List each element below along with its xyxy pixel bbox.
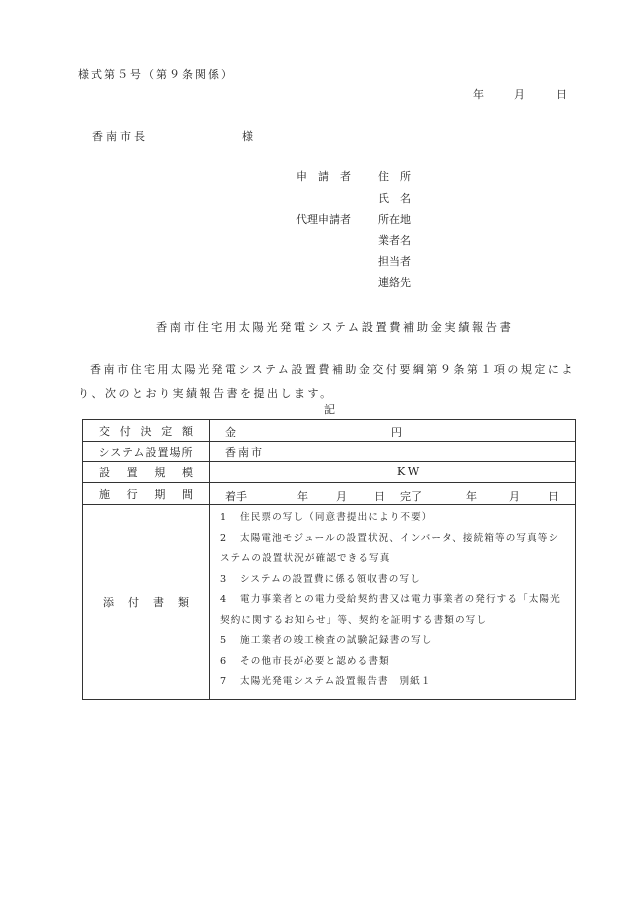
- list-item: [210, 652, 575, 673]
- table-row-period: [83, 483, 576, 505]
- scale-label-char: 規: [154, 466, 166, 479]
- amount-label-char: 額: [182, 424, 193, 438]
- date-line: [473, 86, 484, 102]
- attachments-cell: [210, 505, 576, 700]
- scale-cell[interactable]: [210, 462, 576, 483]
- applicant-label: 申 請 者: [296, 170, 351, 183]
- list-item-number: 6: [220, 655, 227, 667]
- amount-label-char: 付: [119, 424, 131, 438]
- period-label-char: 期: [154, 487, 166, 501]
- table-row-scale: [83, 462, 576, 483]
- amount-label-char: 交: [99, 424, 110, 438]
- list-item-number: 7: [220, 676, 227, 687]
- agent-person-label: 担当者: [378, 255, 411, 268]
- period-start-day: 日: [374, 489, 385, 503]
- agent-company-row: [296, 232, 411, 247]
- scale-label-char: 設: [99, 466, 110, 479]
- list-item-number: 5: [220, 635, 227, 646]
- agent-company-label: 業者名: [378, 234, 411, 247]
- row-label-cell: [83, 483, 210, 505]
- row-label-cell: [83, 442, 210, 462]
- list-item: [210, 529, 575, 550]
- scale-unit: KW: [397, 465, 423, 478]
- period-start-year: 年: [297, 489, 308, 503]
- agent-location-label: 所在地: [378, 213, 411, 226]
- body-paragraph: 香南市住宅用太陽光発電システム設置費補助金交付要綱第９条第１項の規定により、次のとおり実績報告書を提出します。: [78, 363, 575, 400]
- scale-label-char: 置: [126, 466, 138, 479]
- date-year-label: 年: [473, 88, 484, 101]
- period-label: [83, 486, 209, 502]
- location-cell[interactable]: [210, 442, 576, 462]
- applicant-name-label: 氏 名: [378, 192, 411, 205]
- attachments-label: [83, 594, 209, 610]
- date-day: 日: [556, 88, 567, 101]
- date-month: 月: [514, 88, 525, 101]
- period-label-char: 行: [126, 487, 138, 501]
- period-start-label: 着手: [225, 489, 247, 503]
- agent-contact-label: 連絡先: [378, 276, 411, 289]
- list-item-number: 4: [220, 594, 227, 605]
- period-end-day: 日: [548, 489, 559, 503]
- period-label-char: 施: [99, 487, 110, 501]
- list-item-continuation: ステムの設置状況が確認できる写真: [220, 553, 391, 564]
- list-item: [210, 590, 575, 611]
- agent-location-row: [296, 211, 411, 227]
- list-item-text: 電力事業者との電力受給契約書又は電力事業者の発行する「太陽光: [240, 594, 561, 605]
- list-item: [210, 508, 575, 529]
- amount-label: [83, 423, 209, 439]
- list-item-text: 太陽電池モジュールの設置状況、インバータ、接続箱等の写真等シ: [240, 532, 560, 544]
- amount-label-char: 決: [140, 424, 152, 438]
- period-end-month: 月: [509, 489, 520, 503]
- body-text: [78, 358, 578, 406]
- row-label-cell: [83, 462, 210, 483]
- attachments-label-char: 添: [103, 595, 114, 609]
- period-end-label: 完了: [400, 489, 422, 503]
- list-item-text: システムの設置費に係る領収書の写し: [240, 573, 421, 585]
- recipient-honorific: 様: [242, 130, 253, 143]
- period-cell[interactable]: [210, 483, 576, 505]
- amount-unit: 円: [391, 426, 402, 439]
- scale-label-char: 模: [181, 466, 193, 479]
- amount-cell[interactable]: [210, 420, 576, 442]
- agent-contact-row: [296, 274, 411, 289]
- document-title: 香南市住宅用太陽光発電システム設置費補助金実績報告書: [156, 321, 514, 334]
- list-item-text: 住民票の写し（同意書提出により不要）: [240, 512, 433, 523]
- period-start-month: 月: [336, 489, 347, 503]
- recipient-name: 香南市長: [92, 130, 148, 143]
- report-table: [82, 419, 576, 700]
- amount-prefix: 金: [225, 426, 236, 439]
- amount-label-char: 定: [161, 424, 173, 438]
- list-item-number: 1: [220, 512, 227, 523]
- list-item: [210, 631, 575, 652]
- list-item-text: 施工業者の竣工検査の試験記録書の写し: [240, 635, 433, 646]
- applicant-address-row: [296, 168, 411, 184]
- location-label: システム設置場所: [98, 445, 194, 459]
- attachments-label-char: 類: [178, 595, 189, 609]
- scale-label: [83, 464, 209, 480]
- list-item-text: 太陽光発電システム設置報告書 別紙１: [240, 676, 432, 687]
- period-label-char: 間: [181, 487, 193, 501]
- applicant-address-label: 住 所: [378, 170, 411, 183]
- table-row-attachments: [83, 505, 576, 700]
- list-item-number: 2: [220, 532, 227, 544]
- list-item: [210, 570, 575, 591]
- row-label-cell: [83, 420, 210, 442]
- attachments-list: [210, 508, 575, 693]
- table-row-amount: [83, 420, 576, 442]
- applicant-name-row: [296, 190, 411, 205]
- list-item-continuation: 契約に関するお知らせ」等、契約を証明する書類の写し: [220, 614, 488, 626]
- period-end-year: 年: [466, 489, 477, 503]
- form-number: 様式第５号（第９条関係）: [78, 68, 234, 81]
- ki-mark: 記: [324, 403, 335, 416]
- list-item-number: 3: [220, 573, 227, 585]
- attachments-label-char: 書: [153, 595, 164, 609]
- agent-label: 代理申請者: [296, 213, 351, 226]
- row-label-cell: [83, 505, 210, 700]
- location-value: 香南市: [225, 445, 264, 459]
- list-item: [210, 672, 575, 693]
- table-row-location: [83, 442, 576, 462]
- attachments-label-char: 付: [128, 595, 139, 609]
- list-item-text: その他市長が必要と認める書類: [240, 655, 390, 667]
- agent-person-row: [296, 253, 411, 268]
